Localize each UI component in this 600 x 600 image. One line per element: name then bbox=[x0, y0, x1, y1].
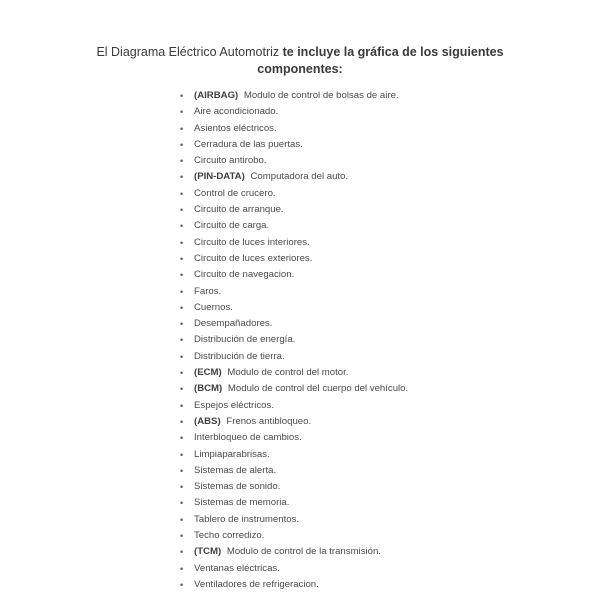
component-description: Circuito de carga. bbox=[194, 220, 270, 232]
component-code: (ECM) bbox=[194, 367, 222, 379]
component-description: Sistemas de alerta. bbox=[194, 464, 277, 476]
component-list bbox=[180, 88, 408, 593]
list-item bbox=[180, 544, 408, 560]
list-item bbox=[180, 414, 408, 430]
list-item bbox=[180, 512, 408, 528]
heading-plain-text: El Diagrama Eléctrico Automotriz bbox=[96, 45, 280, 59]
list-item bbox=[180, 284, 408, 300]
component-description: Control de crucero. bbox=[194, 187, 276, 199]
component-description: Limpiaparabrisas. bbox=[194, 448, 270, 460]
component-description: Cuernos. bbox=[194, 301, 233, 313]
component-description: Espejos eléctricos. bbox=[194, 399, 274, 411]
component-description: Circuito de arranque. bbox=[194, 204, 284, 216]
page-heading bbox=[80, 44, 520, 78]
list-item bbox=[180, 169, 408, 185]
bullet-icon: • bbox=[180, 91, 184, 101]
list-item bbox=[180, 186, 408, 202]
bullet-icon: • bbox=[180, 319, 184, 330]
heading-bold-text: te incluye la gráfica de los siguientes componentes: bbox=[257, 45, 504, 76]
component-description: Distribución de tierra. bbox=[194, 350, 285, 362]
bullet-icon: • bbox=[180, 368, 184, 379]
bullet-icon: • bbox=[180, 205, 184, 216]
list-item bbox=[180, 528, 408, 544]
component-description: Interbloqueo de cambios. bbox=[194, 432, 302, 444]
bullet-icon: • bbox=[180, 286, 184, 297]
list-item bbox=[180, 495, 408, 511]
bullet-icon: • bbox=[180, 188, 184, 199]
component-code: (BCM) bbox=[194, 383, 223, 395]
bullet-icon: • bbox=[180, 563, 184, 574]
bullet-icon: • bbox=[180, 107, 184, 118]
bullet-icon: • bbox=[180, 433, 184, 444]
component-description: Asientos eléctricos. bbox=[194, 122, 277, 134]
component-description: Circuito antirobo. bbox=[194, 155, 267, 167]
list-item bbox=[180, 316, 408, 332]
bullet-icon: • bbox=[180, 253, 184, 264]
list-item bbox=[180, 398, 408, 414]
component-description: Sistemas de memoria. bbox=[194, 497, 290, 509]
list-item bbox=[180, 137, 408, 153]
list-item bbox=[180, 479, 408, 495]
list-item bbox=[180, 381, 408, 397]
list-item bbox=[180, 349, 408, 365]
list-item bbox=[180, 121, 408, 137]
bullet-icon: • bbox=[180, 498, 184, 509]
list-item bbox=[180, 365, 408, 381]
list-item bbox=[180, 251, 408, 267]
component-description: Circuito de navegacion. bbox=[194, 269, 295, 281]
list-item bbox=[180, 153, 408, 169]
component-description: Distribución de energía. bbox=[194, 334, 296, 346]
list-item bbox=[180, 447, 408, 463]
bullet-icon: • bbox=[180, 123, 184, 134]
component-description: Modulo de control de la transmisión. bbox=[226, 546, 381, 558]
component-description: Modulo de control del cuerpo del vehículo. bbox=[227, 383, 409, 395]
component-code: (ABS) bbox=[194, 415, 221, 427]
bullet-icon: • bbox=[180, 384, 184, 395]
component-description: Desempañadores. bbox=[194, 318, 273, 330]
bullet-icon: • bbox=[180, 335, 184, 346]
list-item bbox=[180, 430, 408, 446]
list-item bbox=[180, 332, 408, 348]
bullet-icon: • bbox=[180, 514, 184, 525]
component-description: Aire acondicionado. bbox=[194, 106, 279, 118]
list-item bbox=[180, 300, 408, 316]
list-item bbox=[180, 88, 408, 104]
bullet-icon: • bbox=[180, 416, 184, 427]
component-description: Frenos antibloqueo. bbox=[226, 415, 312, 427]
component-description: Tablero de instrumentos. bbox=[194, 513, 300, 525]
list-item bbox=[180, 577, 408, 593]
bullet-icon: • bbox=[180, 221, 184, 232]
list-item bbox=[180, 463, 408, 479]
bullet-icon: • bbox=[180, 449, 184, 460]
component-description: Circuito de luces exteriores. bbox=[194, 252, 313, 264]
bullet-icon: • bbox=[180, 172, 184, 183]
bullet-icon: • bbox=[180, 547, 184, 558]
list-item bbox=[180, 561, 408, 577]
list-item bbox=[180, 104, 408, 120]
list-item bbox=[180, 267, 408, 283]
list-item bbox=[180, 235, 408, 251]
component-description: Circuito de luces interiores. bbox=[194, 236, 310, 248]
component-description: Modulo de control de bolsas de aire. bbox=[243, 90, 399, 101]
component-code: (AIRBAG) bbox=[194, 90, 239, 101]
bullet-icon: • bbox=[180, 400, 184, 411]
component-code: (PIN-DATA) bbox=[194, 171, 245, 183]
bullet-icon: • bbox=[180, 237, 184, 248]
bullet-icon: • bbox=[180, 139, 184, 150]
component-description: Sistemas de sonido. bbox=[194, 481, 281, 493]
list-item bbox=[180, 218, 408, 234]
bullet-icon: • bbox=[180, 270, 184, 281]
bullet-icon: • bbox=[180, 482, 184, 493]
list-item bbox=[180, 202, 408, 218]
bullet-icon: • bbox=[180, 465, 184, 476]
component-description: Cerradura de las puertas. bbox=[194, 138, 303, 150]
component-description: Techo corredizo. bbox=[194, 530, 265, 542]
bullet-icon: • bbox=[180, 156, 184, 167]
bullet-icon: • bbox=[180, 531, 184, 542]
component-description: Ventiladores de refrigeracion. bbox=[194, 578, 319, 590]
bullet-icon: • bbox=[180, 579, 184, 590]
component-code: (TCM) bbox=[194, 546, 222, 558]
component-description: Ventanas eléctricas. bbox=[194, 562, 280, 574]
bullet-icon: • bbox=[180, 351, 184, 362]
component-description: Computadora del auto. bbox=[250, 171, 349, 183]
component-description: Modulo de control del motor. bbox=[227, 367, 349, 379]
bullet-icon: • bbox=[180, 302, 184, 313]
component-description: Faros. bbox=[194, 285, 222, 297]
